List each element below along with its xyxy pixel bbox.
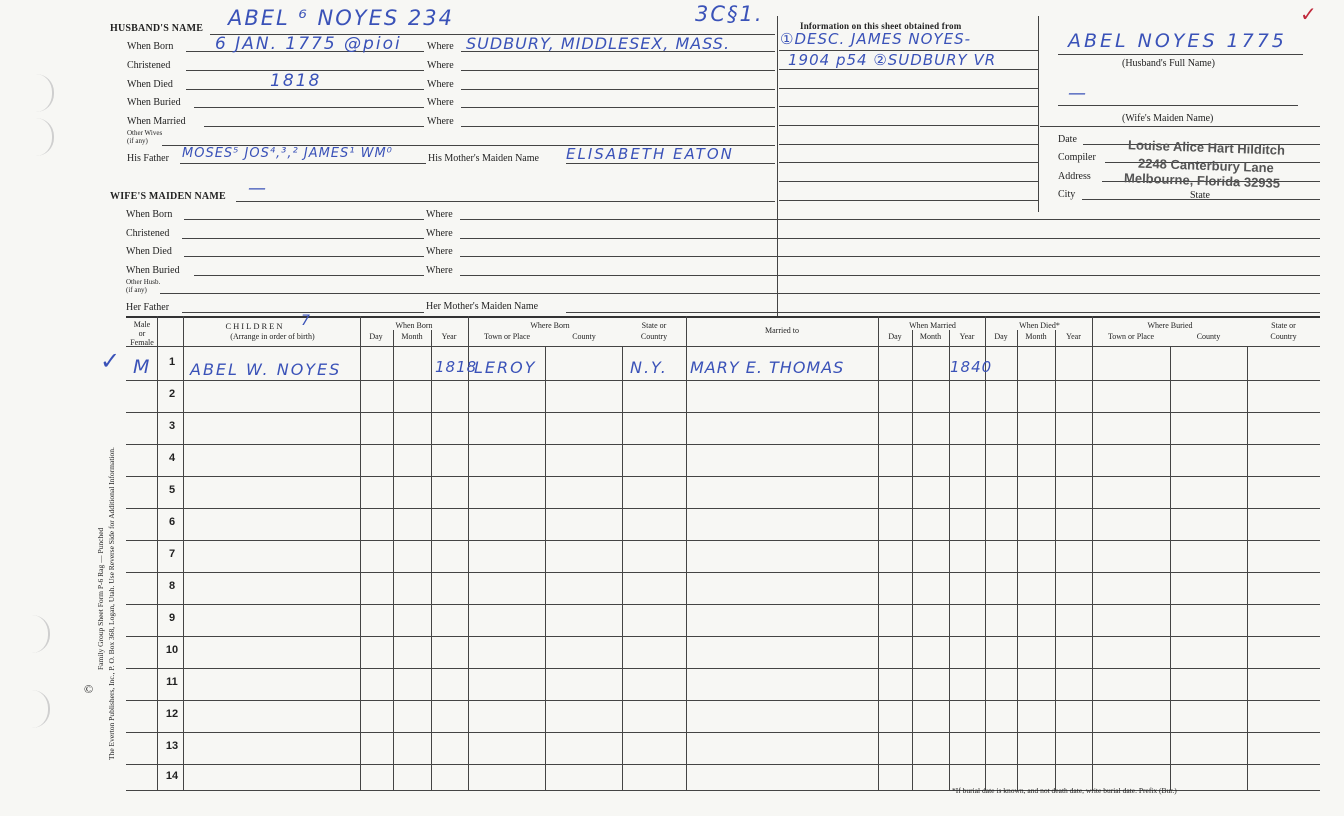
husband-born-label: When Born [127,41,174,52]
husband-christened-label: Christened [127,60,171,71]
sex-header-1: Male [133,320,151,329]
wife-died-line [184,256,424,257]
binder-hole [30,615,50,653]
info-line [779,200,1038,201]
info-line [779,69,1038,70]
burial-footnote: *If burial date is known, and not death date, write burial date. Prefix (Bur.) [952,786,1177,795]
row-line [126,476,1320,477]
summary-box-left [1038,16,1039,212]
husband-married-line [204,126,424,127]
wife-died-label: When Died [126,246,172,257]
child-1-check-icon: ✓ [100,347,121,375]
publisher-text: The Everton Publishers, Inc., P. O. Box 368, Logan, Utah. Use Reverse Side for Additional Information. [107,447,116,760]
when-married-header: When Married [909,321,956,330]
husband-died-value[interactable]: 1818 [270,71,322,91]
col-line [949,330,950,790]
buried-state-header: State or [1271,321,1296,330]
row-number: 3 [168,420,176,432]
wife-full-name-line [1058,105,1298,106]
wife-mother-line [566,312,1320,313]
husband-mother-value[interactable]: ELISABETH EATON [566,145,734,163]
husband-buried-where-label: Where [427,97,454,108]
husband-other-wives-ifany: (if any) [127,137,148,145]
husband-mother-line [566,163,775,164]
col-line [1092,316,1093,790]
child-1-married-year[interactable]: 1840 [950,358,993,376]
row-line [126,604,1320,605]
reference-note: 3C§1. [695,2,764,26]
when-died-header: When Died* [1019,321,1060,330]
red-check-icon: ✓ [1300,2,1317,26]
binder-hole [34,118,54,156]
row-line [126,700,1320,701]
husband-father-value[interactable]: MOSES⁵ JOS⁴,³,² JAMES¹ WM⁰ [182,146,393,161]
wife-buried-label: When Buried [126,265,180,276]
husband-father-line [180,163,426,164]
wife-born-where-line [460,219,1320,220]
married-to-header: Married to [765,326,799,335]
row-number: 6 [168,516,176,528]
husband-married-where-label: Where [427,116,454,127]
born-month-header: Month [401,332,423,341]
born-day-header: Day [369,332,383,341]
husband-buried-where-line [461,107,775,108]
husband-born-where-value[interactable]: SUDBURY, MIDDLESEX, MASS. [466,34,731,53]
wife-name-label: WIFE'S MAIDEN NAME [110,191,226,202]
row-number: 9 [168,612,176,624]
row-line [126,412,1320,413]
col-line [360,316,361,790]
binder-hole [34,74,54,112]
husband-father-label: His Father [127,153,169,164]
husband-born-value[interactable]: 6 JAN. 1775 @pioi [215,34,402,54]
row-number: 12 [165,708,179,720]
child-1-born-year[interactable]: 1818 [435,358,478,376]
husband-married-label: When Married [127,116,186,127]
married-year-header: Year [959,332,975,341]
wife-buried-line [194,275,424,276]
col-line [1055,330,1056,790]
col-line [878,316,879,790]
child-1-married-to[interactable]: MARY E. THOMAS [690,358,845,377]
husband-married-where-line [461,126,775,127]
child-1-born-state[interactable]: N.Y. [630,358,668,377]
where-buried-header: Where Buried [1147,321,1193,330]
row-number: 13 [165,740,179,752]
col-line [686,316,687,790]
col-line [468,316,469,790]
info-line [779,50,1038,51]
wife-buried-where-label: Where [426,265,453,276]
col-line [157,316,158,790]
husband-buried-line [194,107,424,108]
children-header: CHILDREN [225,321,285,331]
buried-county-header: County [1196,332,1221,341]
row-line [126,540,1320,541]
info-line-2[interactable]: 1904 p54 ②SUDBURY VR [788,51,997,69]
husband-born-where-label: Where [427,41,454,52]
row-number: 8 [168,580,176,592]
married-day-header: Day [888,332,902,341]
born-year-header: Year [441,332,457,341]
married-month-header: Month [919,332,942,341]
born-county-header: County [572,332,596,341]
husband-died-label: When Died [127,79,173,90]
born-town-header: Town or Place [483,332,531,341]
row-number: 11 [166,676,178,688]
born-country-header: Country [640,332,668,341]
husband-mother-label: His Mother's Maiden Name [428,153,539,164]
wife-christened-where-label: Where [426,228,453,239]
info-line [779,88,1038,89]
table-header-bottom [126,346,1320,347]
row-number: 7 [168,548,176,560]
row-line [126,572,1320,573]
wife-born-line [184,219,424,220]
wife-other-husb-ifany: (if any) [126,286,147,294]
form-title-text: Family Group Sheet Form P-6 Rag — Punched [96,527,105,670]
info-line [779,144,1038,145]
born-state-header: State or [641,321,667,330]
husband-died-where-label: Where [427,79,454,90]
buried-town-header: Town or Place [1107,332,1155,341]
wife-other-husb-label: Other Husb. [126,278,161,286]
sex-header-2: or [138,329,146,338]
info-line [779,181,1038,182]
summary-wife-name[interactable]: — [1068,83,1088,104]
wife-died-where-label: Where [426,246,453,257]
died-month-header: Month [1025,332,1047,341]
compiler-name-stamp: Louise Alice Hart Hilditch [1127,137,1286,158]
husband-other-wives-label: Other Wives [127,129,163,137]
wife-born-where-label: Where [426,209,453,220]
wife-died-where-line [460,256,1320,257]
row-number: 10 [165,644,179,656]
row-line [126,380,1320,381]
col-line [393,330,394,790]
info-line [779,106,1038,107]
wife-father-label: Her Father [126,302,170,313]
wife-maiden-label: (Wife's Maiden Name) [1122,113,1214,124]
compiler-city-stamp: Melbourne, Florida 32935 [1123,170,1281,191]
summary-divider [1040,126,1320,127]
row-number: 1 [168,356,176,368]
wife-name-line [236,201,775,202]
wife-other-husb-line [160,293,1320,294]
died-year-header: Year [1066,332,1081,341]
wife-born-label: When Born [126,209,173,220]
child-1-born-town[interactable]: LEROY [474,358,537,377]
wife-christened-label: Christened [126,228,170,239]
copyright-icon: © [84,682,94,696]
row-number: 5 [168,484,176,496]
row-number: 14 [165,770,179,782]
row-line [126,636,1320,637]
row-line [126,732,1320,733]
info-line [779,162,1038,163]
row-number: 2 [168,388,176,400]
info-header: Information on this sheet obtained from [800,21,962,31]
husband-name-label: HUSBAND'S NAME [110,23,204,34]
state-label: State [1190,190,1210,201]
col-line [431,330,432,790]
husband-christened-where-line [461,70,775,71]
col-line [1017,330,1018,790]
compiler-label: Compiler [1058,152,1096,163]
date-label: Date [1058,134,1077,145]
wife-christened-line [182,238,424,239]
info-line [779,125,1038,126]
city-line [1082,199,1320,200]
row-line [126,764,1320,765]
info-line-1[interactable]: ①DESC. JAMES NOYES- [780,30,972,48]
row-line [126,444,1320,445]
wife-mother-label: Her Mother's Maiden Name [426,301,539,312]
summary-husband-name[interactable]: ABEL NOYES 1775 [1068,30,1287,52]
husband-full-name-label: (Husband's Full Name) [1122,58,1215,69]
col-line [985,316,986,790]
wife-christened-where-line [460,238,1320,239]
compiler-street-stamp: 2248 Canterbury Lane [1137,155,1275,176]
husband-christened-where-label: Where [427,60,454,71]
address-label: Address [1058,171,1091,182]
died-day-header: Day [994,332,1008,341]
children-mark: 7 [301,313,312,329]
binder-hole [30,690,50,728]
col-line [912,330,913,790]
wife-buried-where-line [460,275,1320,276]
city-label: City [1058,189,1076,200]
info-divider [777,16,778,316]
where-born-header: Where Born [530,321,570,330]
husband-name-value[interactable]: ABEL ⁶ NOYES 234 [228,6,454,30]
buried-country-header: Country [1270,332,1297,341]
children-subheader: (Arrange in order of birth) [230,332,315,341]
husband-full-name-line [1058,54,1303,55]
child-1-sex[interactable]: M [133,356,152,378]
row-number: 4 [168,452,176,464]
row-line [126,508,1320,509]
sex-header-3: Female [130,338,154,347]
child-1-name[interactable]: ABEL W. NOYES [190,360,342,379]
when-born-header: When Born [395,321,433,330]
row-line [126,668,1320,669]
husband-buried-label: When Buried [127,97,181,108]
wife-name-value[interactable]: — [248,178,268,199]
husband-died-where-line [461,89,775,90]
